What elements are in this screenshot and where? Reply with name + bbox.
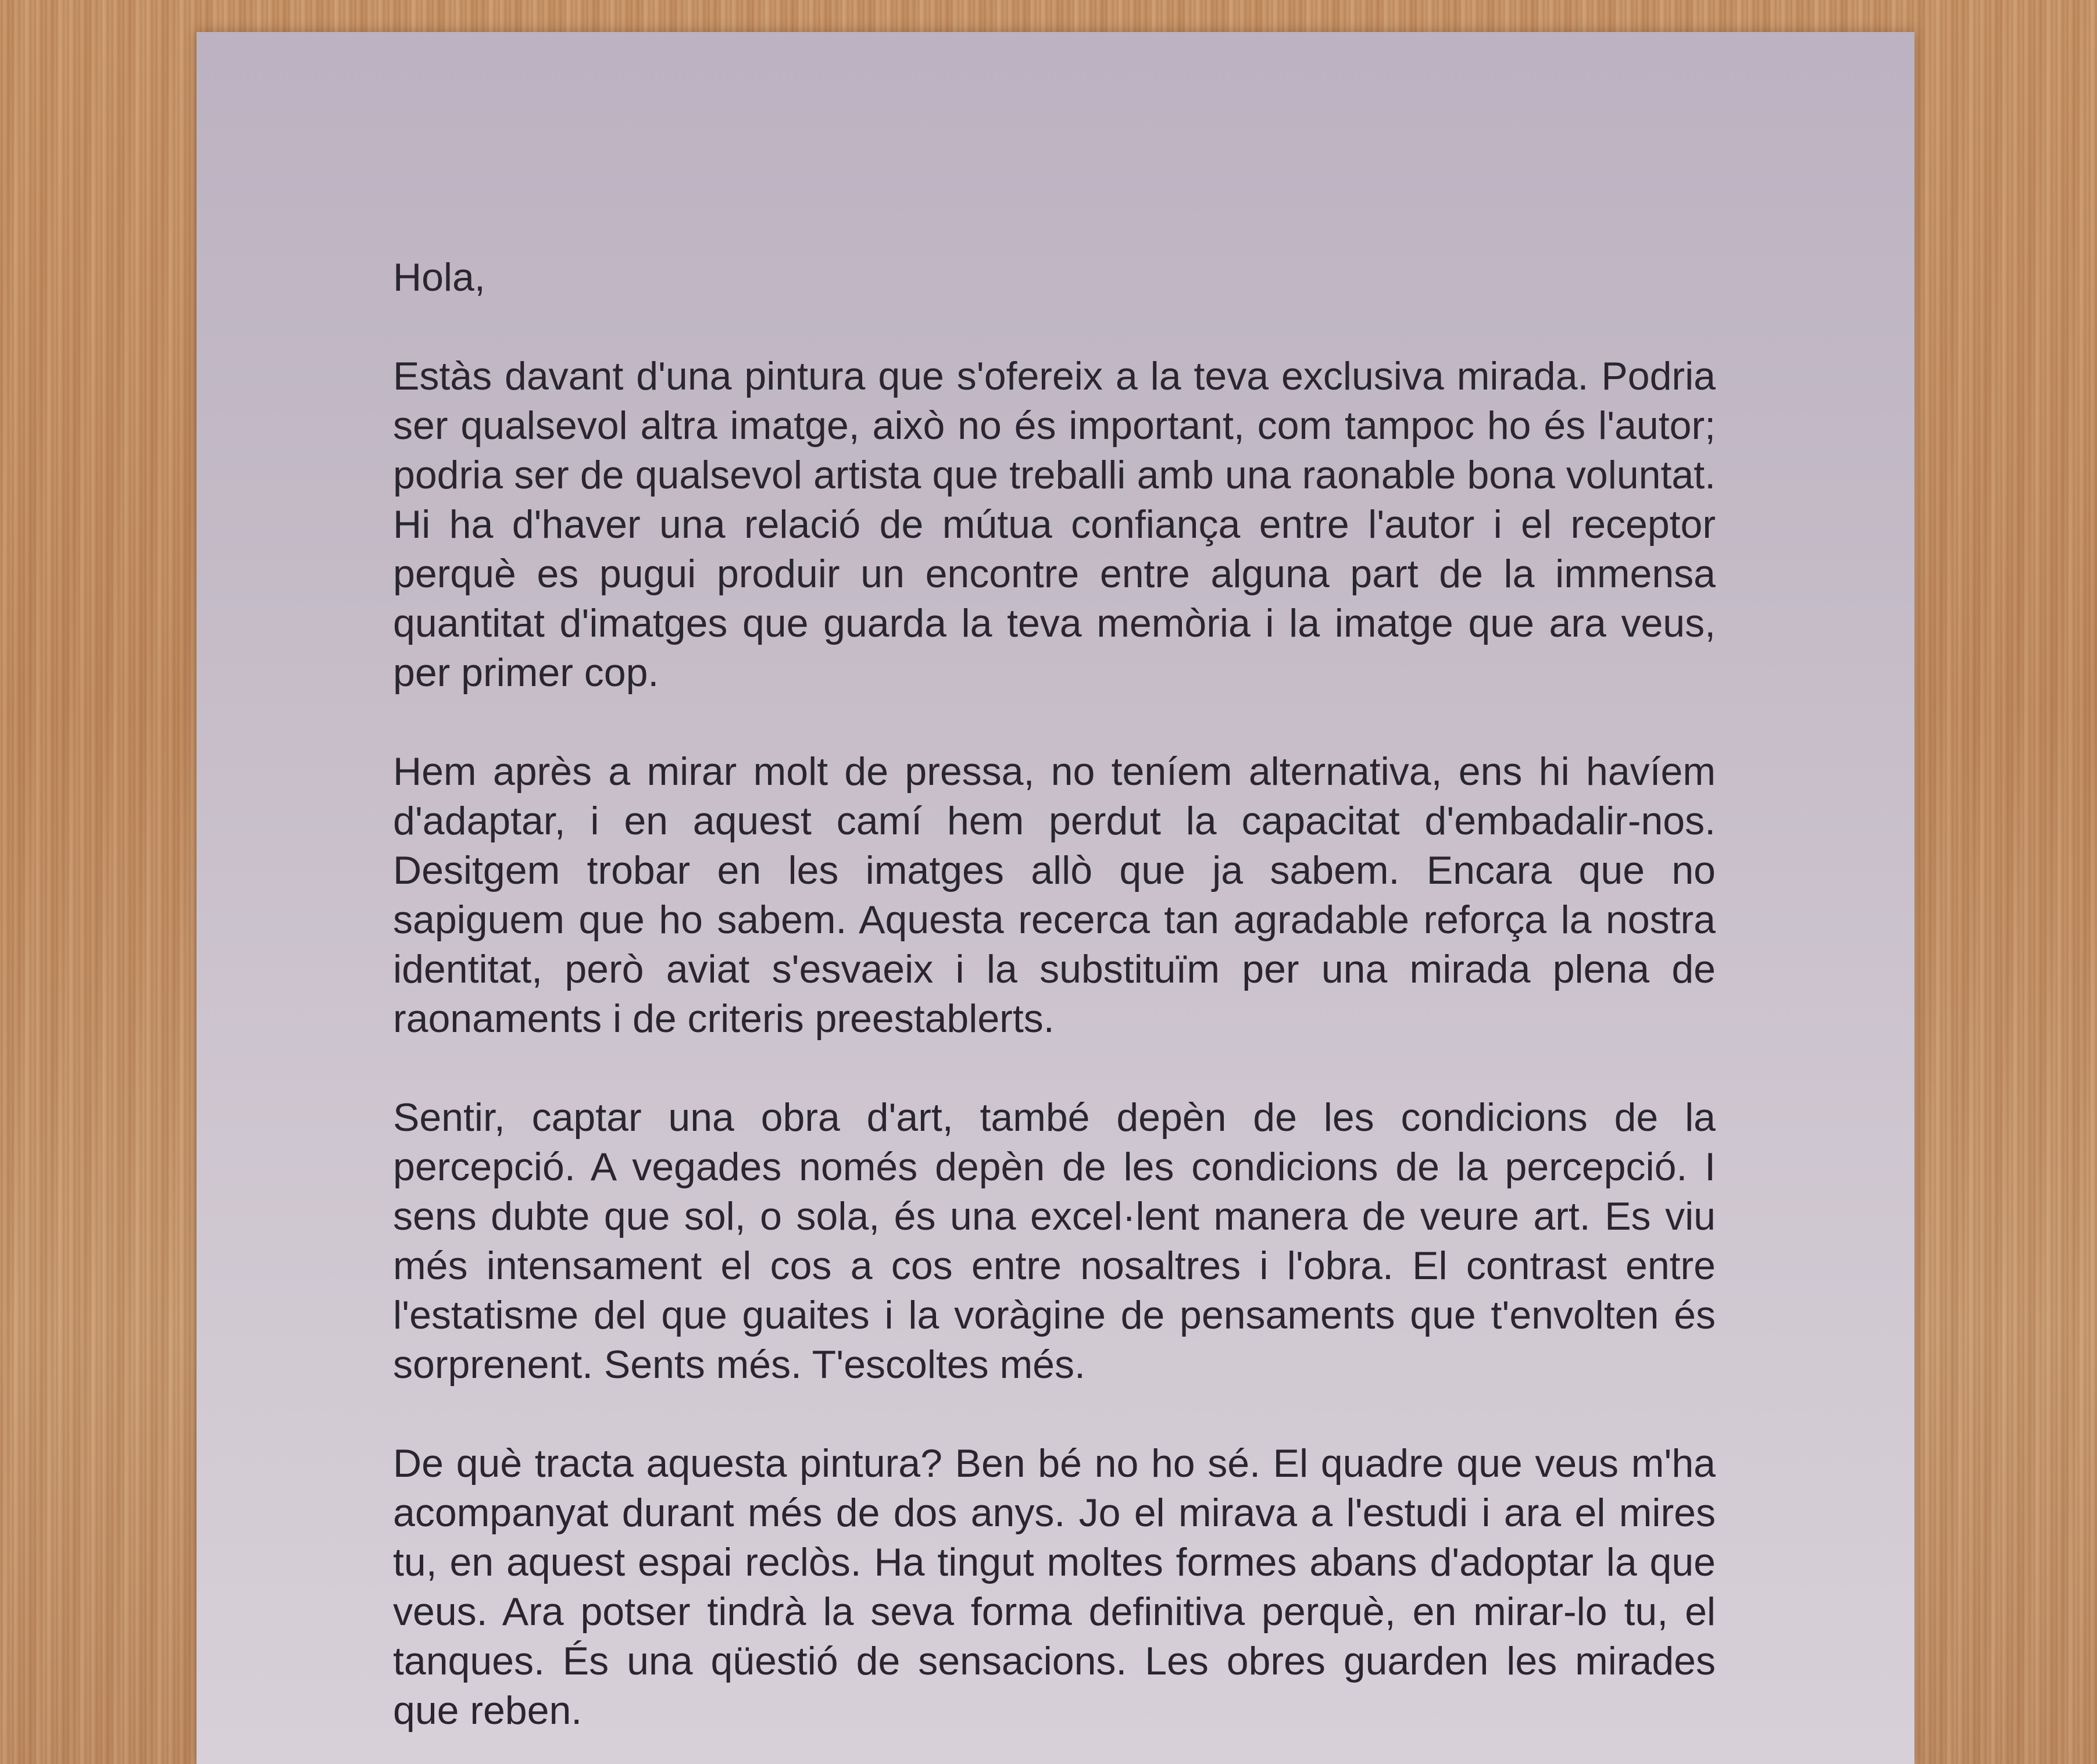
letter-greeting: Hola,	[393, 255, 485, 299]
letter-paragraph-1: Estàs davant d'una pintura que s'ofereix a la teva exclusiva mirada. Podria ser qualsevol altra imatge, això no és important, com tampoc ho és l'autor; podria ser de qualsevol artista que treballi amb una raonable bona voluntat. Hi ha d'haver una relació de mútua confiança entre l'autor i el receptor perquè es pugui produir un encontre entre alguna part de la immensa quantitat d'imatges que guarda la teva memòria i la imatge que ara veus, per primer cop.	[393, 354, 1716, 695]
letter-paragraph-3: Sentir, captar una obra d'art, també depèn de les condicions de la percepció. A vegades només depèn de les condicions de la percepció. I sens dubte que sol, o sola, és una excel·lent manera de veure art. Es viu més intensament el cos a cos entre nosaltres i l'obra. El contrast entre l'estatisme del que guaites i la voràgine de pensaments que t'envolten és sorprenent. Sents més. T'escoltes més.	[393, 1095, 1716, 1387]
paper-sheet	[197, 32, 1914, 1764]
letter-text	[393, 253, 1716, 1736]
letter-paragraph-4: De què tracta aquesta pintura? Ben bé no ho sé. El quadre que veus m'ha acompanyat durant més de dos anys. Jo el mirava a l'estudi i ara el mires tu, en aquest espai reclòs. Ha tingut moltes formes abans d'adoptar la que veus. Ara potser tindrà la seva forma definitiva perquè, en mirar-lo tu, el tanques. És una qüestió de sensacions. Les obres guarden les mirades que reben.	[393, 1441, 1716, 1733]
letter-paragraph-2: Hem après a mirar molt de pressa, no teníem alternativa, ens hi havíem d'adaptar, i en aquest camí hem perdut la capacitat d'embadalir-nos. Desitgem trobar en les imatges allò que ja sabem. Encara que no sapiguem que ho sabem. Aquesta recerca tan agradable reforça la nostra identitat, però aviat s'esvaeix i la substituïm per una mirada plena de raonaments i de criteris preestablerts.	[393, 749, 1716, 1041]
